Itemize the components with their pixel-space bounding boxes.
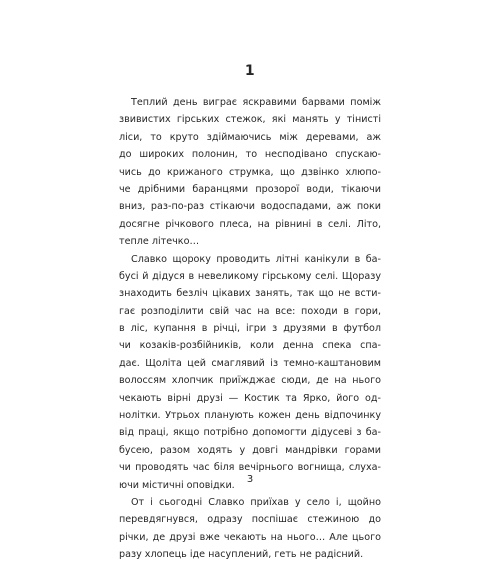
paragraph-1 — [119, 94, 381, 251]
text-line: річки, де друзі вже чекають на нього… Але цього — [119, 531, 381, 543]
text-line: чекають вірні друзі — Костик та Ярко, його од- — [119, 392, 381, 404]
text-line: че дрібними баранцями прозорої води, тікаючи — [119, 183, 381, 195]
text-line: нолітки. Утрьох планують кожен день відпочинку — [119, 410, 381, 422]
text-line: чи козаків-розбійників, коли денна спека спа- — [119, 340, 381, 352]
text-line: разу хлопець іде насуплений, геть не радісний. — [119, 549, 364, 561]
text-line: волоссям хлопчик приїжджає сюди, де на нього — [119, 375, 381, 387]
text-line: в ліс, купання в річці, ігри з друзями в футбол — [119, 323, 381, 335]
text-line: Теплий день виграє яскравими барвами поміж — [131, 97, 381, 108]
text-line: чись до крижаного струмка, що дзвінко хлюпо- — [119, 166, 381, 178]
text-line: звивистих гірських стежок, які манять у тінисті — [119, 114, 381, 126]
body-text — [119, 94, 381, 564]
text-line: бусі й дідуся в невеликому гірському селі. Щоразу — [119, 270, 381, 282]
text-line: перевдягнувся, одразу поспішає стежиною до — [119, 514, 381, 526]
text-line: дає. Щоліта цей смаглявий із темно-каштановим — [119, 357, 381, 369]
paragraph-2 — [119, 251, 381, 494]
chapter-number: 1 — [244, 63, 256, 79]
text-line: Славко щороку проводить літні канікули в ба- — [131, 253, 381, 265]
text-line: чи проводять час біля вечірнього вогнища, слуха- — [119, 462, 381, 474]
text-line: знаходить безліч цікавих занять, так що не вcти- — [119, 288, 381, 300]
text-line: ліси, то круто здіймаючись між деревами, аж — [119, 131, 381, 143]
page-number: 3 — [246, 474, 254, 485]
text-line: От і сьогодні Славко приїхав у село і, щойно — [131, 496, 381, 508]
paragraph-3 — [119, 494, 381, 564]
text-line: бусею, разом ходять у довгі мандрівки горами — [119, 444, 381, 456]
text-line: ючи містичні оповідки. — [119, 479, 235, 491]
text-line: досягне річкового плеса, на рівнині в селі. Літо, — [119, 218, 381, 230]
text-line: до широких полонин, то несподівано спускаю- — [119, 149, 381, 161]
text-line: вниз, раз-по-раз стікаючи водоспадами, аж поки — [119, 201, 381, 213]
text-line: гає розподілити свій час на все: походи в гори, — [119, 305, 381, 317]
text-line: від праці, якщо потрібно допомогти дідусеві з ба- — [119, 427, 381, 439]
text-line: тепле літечко… — [119, 236, 200, 248]
